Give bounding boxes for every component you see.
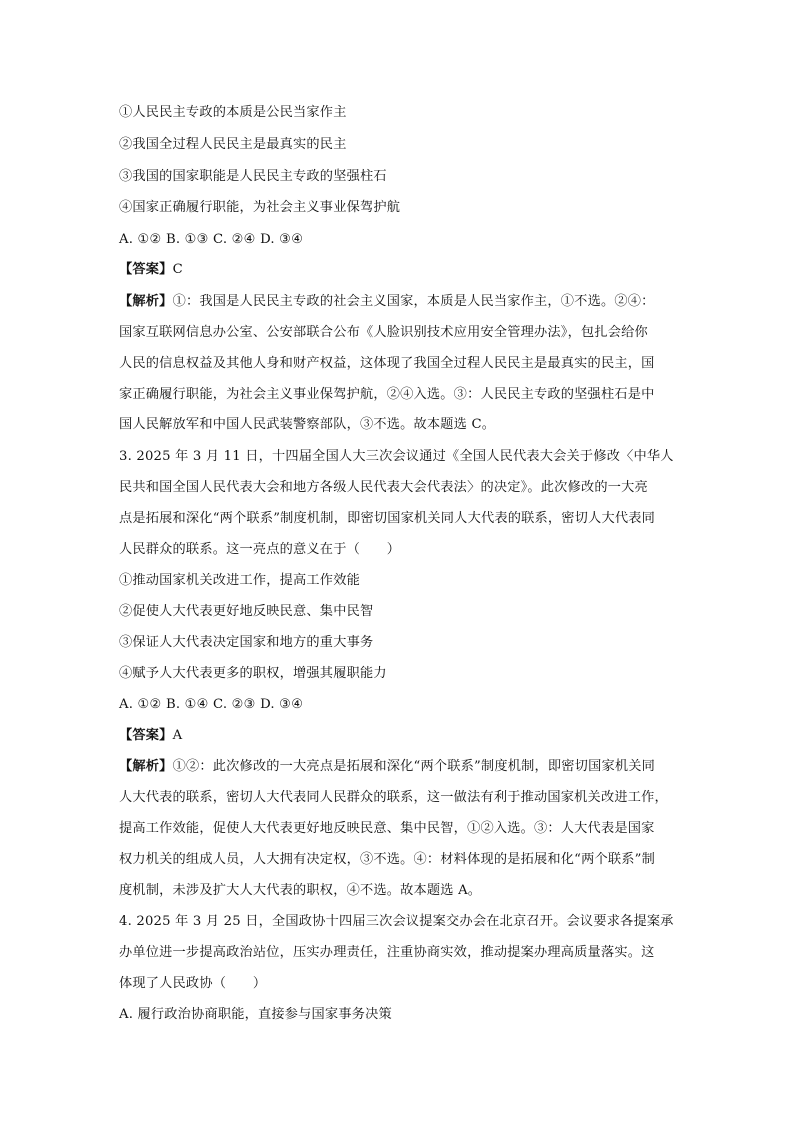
q3-option-1: ①推动国家机关改进工作，提高工作效能 <box>119 573 360 588</box>
q2-choices: A. ①② B. ①③ C. ②④ D. ③④ <box>119 232 304 247</box>
q2-analysis-line: 国家互联网信息办公室、公安部联合公布《人脸识别技术应用安全管理办法》，包扎会给你 <box>119 325 648 340</box>
q2-analysis-line: 【解析】①：我国是人民民主专政的社会主义国家，本质是人民当家作主，①不选。②④： <box>119 294 655 309</box>
q4-stem-line: 办单位进一步提高政治站位，压实办理责任，注重协商实效，推动提案办理高质量落实。这 <box>119 945 655 960</box>
analysis-label: 【解析】 <box>119 759 173 774</box>
q3-analysis-line: 提高工作效能，促使人大代表更好地反映民意、集中民智，①②入选。③：人大代表是国家 <box>119 821 655 836</box>
q3-stem-line: 人民群众的联系。这一亮点的意义在于（ ） <box>119 542 401 557</box>
q3-analysis-line: 度机制，未涉及扩大人大代表的职权，④不选。故本题选 A。 <box>119 883 482 898</box>
q4-stem-line: 体现了人民政协（ ） <box>119 976 267 991</box>
q3-option-3: ③保证人大代表决定国家和地方的重大事务 <box>119 635 374 650</box>
q3-analysis-line: 权力机关的组成人员，人大拥有决定权，③不选。④：材料体现的是拓展和化“两个联系”制 <box>119 852 655 867</box>
q2-analysis-line: 人民的信息权益及其他人身和财产权益，这体现了我国全过程人民民主是最真实的民主，国 <box>119 356 655 371</box>
answer-label: 【答案】 <box>119 262 173 277</box>
q3-answer <box>119 727 679 745</box>
q2-analysis-line: 家正确履行职能，为社会主义事业保驾护航，②④入选。③：人民民主专政的坚强柱石是中 <box>119 387 655 402</box>
q4-stem-line: 4. 2025 年 3 月 25 日，全国政协十四届三次会议提案交办会在北京召开。会议要求各提案承 <box>119 914 674 929</box>
q2-option-1: ①人民民主专政的本质是公民当家作主 <box>119 105 347 120</box>
q3-stem-line: 民共和国全国人民代表大会和地方各级人民代表大会代表法〉的决定》。此次修改的一大亮 <box>119 480 648 495</box>
q2-answer <box>119 261 679 279</box>
q3-choices: A. ①② B. ①④ C. ②③ D. ③④ <box>119 697 304 712</box>
q3-stem-line: 3. 2025 年 3 月 11 日，十四届全国人大三次会议通过《全国人民代表大会关于修改〈中华人 <box>119 449 674 464</box>
q2-option-4: ④国家正确履行职能，为社会主义事业保驾护航 <box>119 200 401 215</box>
answer-value: C <box>172 262 183 277</box>
q3-stem-line: 点是拓展和深化“两个联系”制度机制，即密切国家机关同人大代表的联系，密切人大代表同 <box>119 511 655 526</box>
answer-label: 【答案】 <box>119 728 173 743</box>
q3-option-2: ②促使人大代表更好地反映民意、集中民智 <box>119 604 374 619</box>
q2-option-2: ②我国全过程人民民主是最真实的民主 <box>119 137 347 152</box>
q3-option-4: ④赋予人大代表更多的职权，增强其履职能力 <box>119 666 387 681</box>
q4-option-a: A. 履行政治协商职能，直接参与国家事务决策 <box>119 1007 392 1022</box>
q3-analysis-line: 【解析】①②：此次修改的一大亮点是拓展和深化“两个联系”制度机制，即密切国家机关同 <box>119 759 656 774</box>
q3-analysis-line: 人大代表的联系，密切人大代表同人民群众的联系，这一做法有利于推动国家机关改进工作， <box>119 790 668 805</box>
analysis-label: 【解析】 <box>119 294 173 309</box>
answer-value: A <box>172 728 183 743</box>
q2-analysis-line: 国人民解放军和中国人民武装警察部队，③不选。故本题选 C。 <box>119 417 496 432</box>
q2-option-3: ③我国的国家职能是人民民主专政的坚强柱石 <box>119 169 387 184</box>
